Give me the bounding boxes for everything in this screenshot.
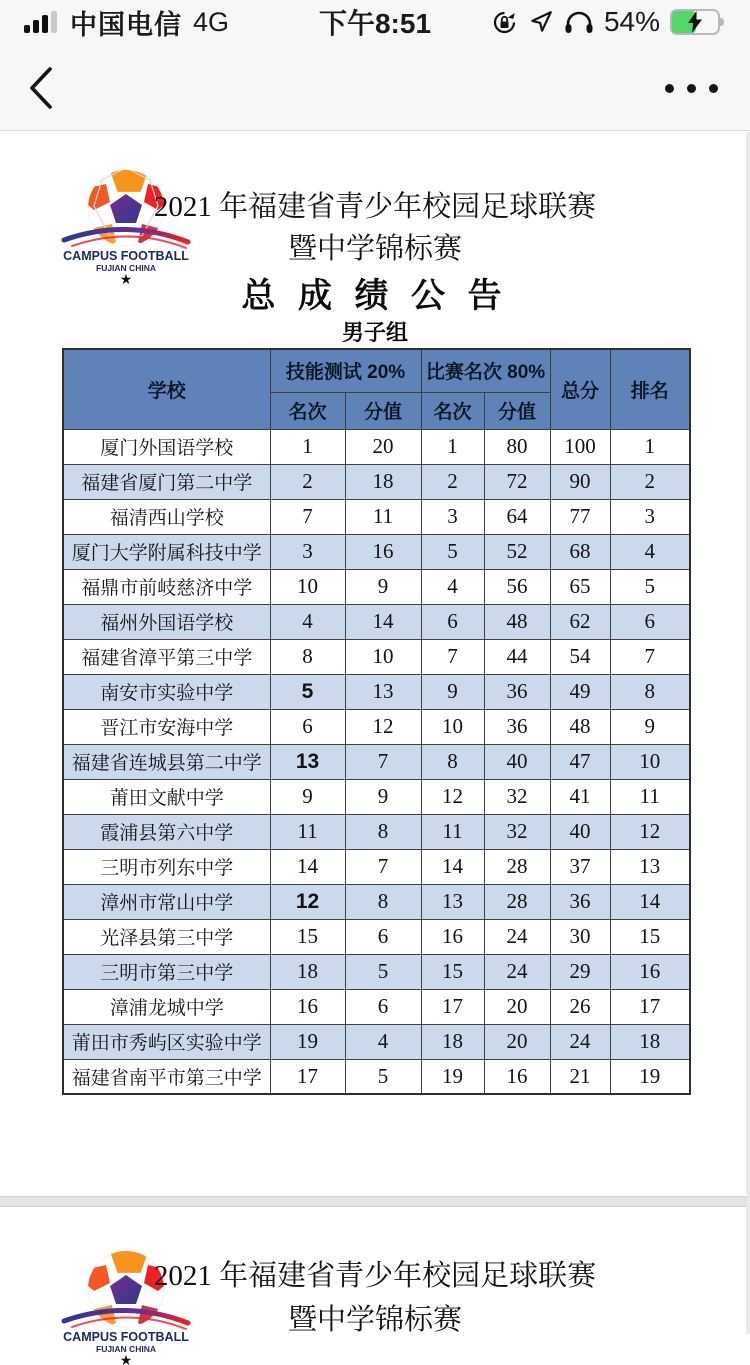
nav-bar — [0, 44, 750, 130]
match-score-cell: 72 — [484, 464, 550, 499]
table-row — [63, 499, 690, 534]
document-title-line1: 2021 年福建省青少年校园足球联赛 — [153, 191, 597, 223]
skill-score-cell: 20 — [345, 429, 421, 464]
match-rank-cell: 11 — [421, 814, 484, 849]
skill-rank-cell: 9 — [270, 779, 345, 814]
match-rank-cell: 14 — [421, 849, 484, 884]
skill-score-cell: 10 — [345, 639, 421, 674]
match-score-cell: 20 — [484, 1024, 550, 1059]
school-cell: 福清西山学校 — [63, 499, 270, 534]
school-cell: 三明市第三中学 — [63, 954, 270, 989]
school-cell: 莆田文献中学 — [63, 779, 270, 814]
school-cell: 晋江市安海中学 — [63, 709, 270, 744]
rank-cell: 18 — [610, 1024, 690, 1059]
total-cell: 26 — [550, 989, 610, 1024]
rank-cell: 7 — [610, 639, 690, 674]
total-cell: 49 — [550, 674, 610, 709]
rank-cell: 19 — [610, 1059, 690, 1094]
match-rank-cell: 13 — [421, 884, 484, 919]
document-preview[interactable] — [0, 132, 750, 1365]
total-cell: 30 — [550, 919, 610, 954]
results-table-header — [63, 349, 690, 429]
match-rank-cell: 6 — [421, 604, 484, 639]
total-cell: 68 — [550, 534, 610, 569]
rank-cell: 2 — [610, 464, 690, 499]
match-score-cell: 28 — [484, 849, 550, 884]
match-score-cell: 64 — [484, 499, 550, 534]
total-cell: 77 — [550, 499, 610, 534]
header-total: 总分 — [550, 349, 610, 429]
battery-percent-label: 54% — [603, 6, 660, 37]
document-title-line1: 2021 年福建省青少年校园足球联赛 — [153, 1260, 597, 1292]
skill-rank-cell: 17 — [270, 1059, 345, 1094]
total-cell: 41 — [550, 779, 610, 814]
match-rank-cell: 7 — [421, 639, 484, 674]
skill-score-cell: 18 — [345, 464, 421, 499]
school-cell: 福建省南平市第三中学 — [63, 1059, 270, 1094]
match-score-cell: 24 — [484, 919, 550, 954]
skill-rank-cell: 2 — [270, 464, 345, 499]
total-cell: 36 — [550, 884, 610, 919]
table-row — [63, 954, 690, 989]
skill-rank-cell: 6 — [270, 709, 345, 744]
match-score-cell: 48 — [484, 604, 550, 639]
rank-cell: 15 — [610, 919, 690, 954]
match-rank-cell: 3 — [421, 499, 484, 534]
location-icon — [528, 9, 554, 35]
skill-rank-cell: 18 — [270, 954, 345, 989]
results-table — [62, 348, 691, 1095]
skill-rank-cell: 8 — [270, 639, 345, 674]
skill-score-cell: 6 — [345, 919, 421, 954]
skill-score-cell: 14 — [345, 604, 421, 639]
battery-charging-icon — [670, 9, 726, 35]
match-rank-cell: 4 — [421, 569, 484, 604]
match-rank-cell: 12 — [421, 779, 484, 814]
school-cell: 三明市列东中学 — [63, 849, 270, 884]
header-skill-score: 分值 — [345, 392, 421, 429]
skill-score-cell: 13 — [345, 674, 421, 709]
table-row — [63, 849, 690, 884]
skill-score-cell: 4 — [345, 1024, 421, 1059]
skill-rank-cell: 15 — [270, 919, 345, 954]
skill-score-cell: 5 — [345, 954, 421, 989]
match-rank-cell: 18 — [421, 1024, 484, 1059]
document-title-line2: 暨中学锦标赛 — [287, 1304, 462, 1336]
match-score-cell: 20 — [484, 989, 550, 1024]
svg-text:FUJIAN CHINA: FUJIAN CHINA — [96, 263, 156, 273]
school-cell: 厦门外国语学校 — [63, 429, 270, 464]
table-row — [63, 639, 690, 674]
match-score-cell: 32 — [484, 779, 550, 814]
skill-score-cell: 8 — [345, 814, 421, 849]
table-row — [63, 779, 690, 814]
match-rank-cell: 8 — [421, 744, 484, 779]
skill-rank-cell: 4 — [270, 604, 345, 639]
rank-cell: 11 — [610, 779, 690, 814]
total-cell: 100 — [550, 429, 610, 464]
match-rank-cell: 9 — [421, 674, 484, 709]
rank-cell: 5 — [610, 569, 690, 604]
document-title-line2: 暨中学锦标赛 — [287, 233, 462, 265]
total-cell: 54 — [550, 639, 610, 674]
document-page-2 — [0, 1207, 750, 1365]
match-score-cell: 40 — [484, 744, 550, 779]
match-score-cell: 80 — [484, 429, 550, 464]
match-rank-cell: 10 — [421, 709, 484, 744]
status-bar — [0, 0, 750, 44]
top-chrome — [0, 0, 750, 131]
skill-score-cell: 16 — [345, 534, 421, 569]
table-row — [63, 429, 690, 464]
skill-rank-cell: 11 — [270, 814, 345, 849]
total-cell: 37 — [550, 849, 610, 884]
table-row — [63, 674, 690, 709]
rank-cell: 1 — [610, 429, 690, 464]
table-row — [63, 604, 690, 639]
total-cell: 62 — [550, 604, 610, 639]
skill-rank-cell: 14 — [270, 849, 345, 884]
table-row — [63, 744, 690, 779]
charging-bolt-icon — [684, 10, 706, 34]
total-cell: 65 — [550, 569, 610, 604]
header-skill-group: 技能测试 20% — [270, 349, 421, 392]
school-cell: 漳浦龙城中学 — [63, 989, 270, 1024]
skill-score-cell: 9 — [345, 569, 421, 604]
table-row — [63, 534, 690, 569]
match-rank-cell: 15 — [421, 954, 484, 989]
table-row — [63, 919, 690, 954]
skill-score-cell: 11 — [345, 499, 421, 534]
page-separator — [0, 1196, 750, 1207]
match-score-cell: 56 — [484, 569, 550, 604]
match-score-cell: 36 — [484, 709, 550, 744]
signal-bars-icon — [24, 11, 57, 33]
skill-rank-cell: 10 — [270, 569, 345, 604]
svg-text:CAMPUS FOOTBALL: CAMPUS FOOTBALL — [63, 249, 189, 263]
header-match-score: 分值 — [484, 392, 550, 429]
table-row — [63, 1059, 690, 1094]
school-cell: 霞浦县第六中学 — [63, 814, 270, 849]
skill-score-cell: 7 — [345, 849, 421, 884]
table-row — [63, 884, 690, 919]
star-icon: ★ — [119, 271, 133, 287]
rank-cell: 12 — [610, 814, 690, 849]
network-type-label: 4G — [193, 6, 230, 37]
document-page-1 — [0, 132, 750, 1196]
group-label: 男子组 — [341, 320, 408, 345]
carrier-label: 中国电信 — [70, 9, 182, 40]
total-cell: 47 — [550, 744, 610, 779]
rank-cell: 4 — [610, 534, 690, 569]
total-cell: 40 — [550, 814, 610, 849]
match-score-cell: 32 — [484, 814, 550, 849]
school-cell: 南安市实验中学 — [63, 674, 270, 709]
total-cell: 90 — [550, 464, 610, 499]
chevron-left-icon — [28, 65, 54, 111]
rank-cell: 9 — [610, 709, 690, 744]
total-cell: 21 — [550, 1059, 610, 1094]
skill-score-cell: 7 — [345, 744, 421, 779]
skill-rank-cell: 1 — [270, 429, 345, 464]
clock-label: 下午8:51 — [318, 8, 432, 39]
rank-cell: 3 — [610, 499, 690, 534]
headphones-icon — [564, 9, 594, 35]
skill-score-cell: 12 — [345, 709, 421, 744]
skill-score-cell: 6 — [345, 989, 421, 1024]
rank-cell: 17 — [610, 989, 690, 1024]
match-rank-cell: 1 — [421, 429, 484, 464]
header-overall-rank: 排名 — [610, 349, 690, 429]
table-row — [63, 989, 690, 1024]
total-cell: 29 — [550, 954, 610, 989]
school-cell: 福建省厦门第二中学 — [63, 464, 270, 499]
match-rank-cell: 5 — [421, 534, 484, 569]
results-table-body — [63, 429, 690, 1094]
svg-text:FUJIAN CHINA: FUJIAN CHINA — [96, 1344, 156, 1354]
school-cell: 厦门大学附属科技中学 — [63, 534, 270, 569]
match-rank-cell: 17 — [421, 989, 484, 1024]
school-cell: 光泽县第三中学 — [63, 919, 270, 954]
skill-score-cell: 9 — [345, 779, 421, 814]
skill-rank-cell: 16 — [270, 989, 345, 1024]
match-rank-cell: 2 — [421, 464, 484, 499]
star-icon: ★ — [119, 1352, 133, 1365]
skill-rank-cell: 5 — [270, 674, 345, 709]
total-cell: 48 — [550, 709, 610, 744]
table-row — [63, 569, 690, 604]
school-cell: 福建省漳平第三中学 — [63, 639, 270, 674]
match-rank-cell: 19 — [421, 1059, 484, 1094]
match-score-cell: 24 — [484, 954, 550, 989]
skill-score-cell: 8 — [345, 884, 421, 919]
more-options-button[interactable] — [663, 72, 720, 104]
rank-cell: 8 — [610, 674, 690, 709]
match-score-cell: 28 — [484, 884, 550, 919]
table-row — [63, 1024, 690, 1059]
rank-cell: 14 — [610, 884, 690, 919]
skill-rank-cell: 3 — [270, 534, 345, 569]
school-cell: 漳州市常山中学 — [63, 884, 270, 919]
rank-cell: 13 — [610, 849, 690, 884]
table-row — [63, 814, 690, 849]
skill-rank-cell: 13 — [270, 744, 345, 779]
rank-cell: 10 — [610, 744, 690, 779]
match-score-cell: 44 — [484, 639, 550, 674]
header-match-group: 比赛名次 80% — [421, 349, 550, 392]
school-cell: 福鼎市前岐慈济中学 — [63, 569, 270, 604]
header-school: 学校 — [63, 349, 270, 429]
school-cell: 福建省连城县第二中学 — [63, 744, 270, 779]
match-score-cell: 16 — [484, 1059, 550, 1094]
orientation-lock-icon — [491, 9, 518, 36]
rank-cell: 6 — [610, 604, 690, 639]
match-rank-cell: 16 — [421, 919, 484, 954]
school-cell: 莆田市秀屿区实验中学 — [63, 1024, 270, 1059]
school-cell: 福州外国语学校 — [63, 604, 270, 639]
ellipsis-icon — [665, 84, 674, 93]
back-button[interactable] — [28, 62, 68, 114]
match-score-cell: 52 — [484, 534, 550, 569]
header-match-rank: 名次 — [421, 392, 484, 429]
announcement-heading: 总 成 绩 公 告 — [241, 278, 509, 315]
rank-cell: 16 — [610, 954, 690, 989]
table-row — [63, 464, 690, 499]
svg-text:CAMPUS FOOTBALL: CAMPUS FOOTBALL — [63, 1330, 189, 1344]
skill-score-cell: 5 — [345, 1059, 421, 1094]
skill-rank-cell: 12 — [270, 884, 345, 919]
table-row — [63, 709, 690, 744]
total-cell: 24 — [550, 1024, 610, 1059]
skill-rank-cell: 7 — [270, 499, 345, 534]
header-skill-rank: 名次 — [270, 392, 345, 429]
match-score-cell: 36 — [484, 674, 550, 709]
page-edge-margin — [746, 132, 750, 1334]
skill-rank-cell: 19 — [270, 1024, 345, 1059]
